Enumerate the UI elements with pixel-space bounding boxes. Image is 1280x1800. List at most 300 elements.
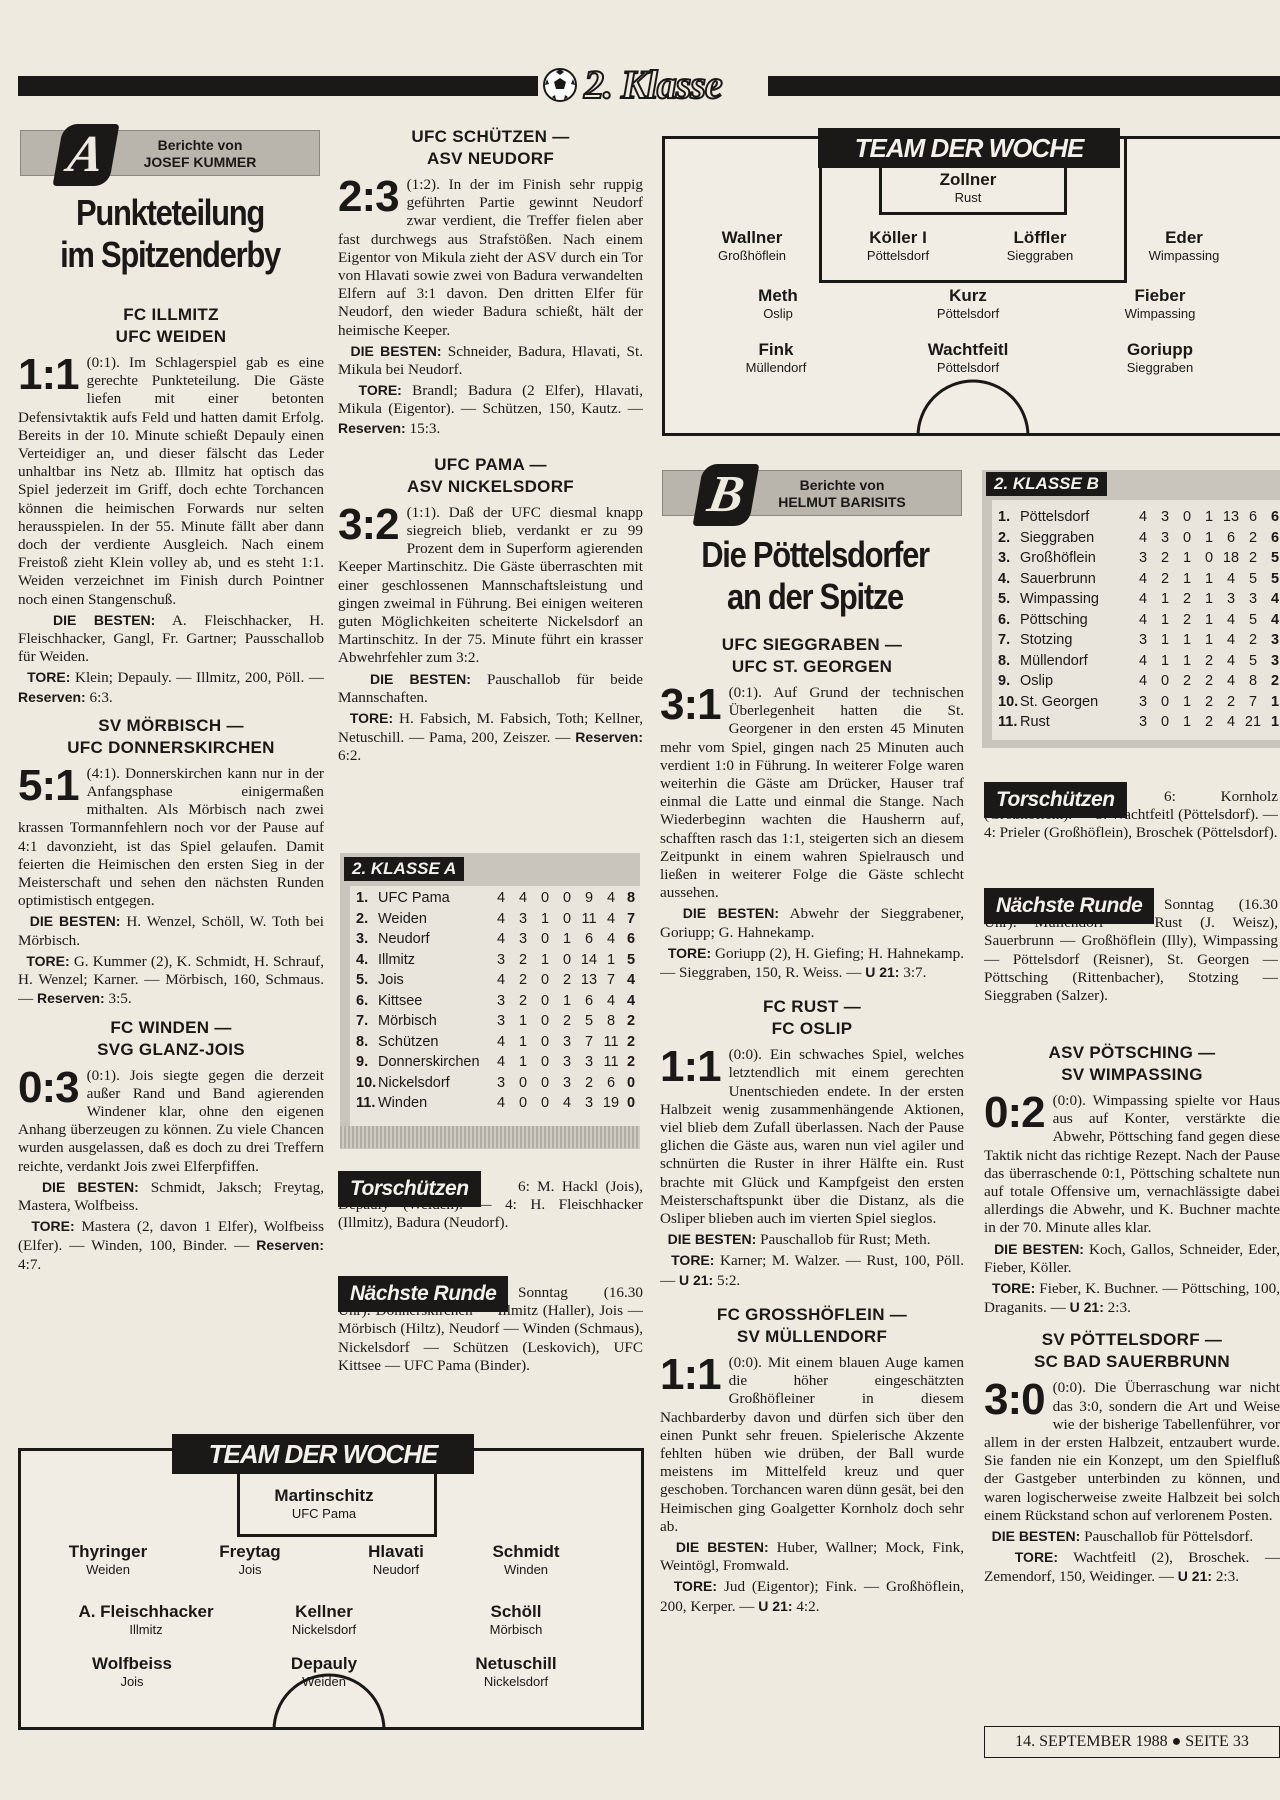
match-report: ASV PÖTSCHING — SV WIMPASSING 0:2 (0:0). Wimpassing spielte vor Haus aus auf Konter, verstärkte die Abwehr, Pöttsching fand gegen diese Taktik nicht das richtige Rezept. Nach der Pause das überraschende 0:1, Pöttsching schaltete nun auf totale Offensive um, vernachlässigte dabei allerdings die Abwehr, und K. Buchner machte in der 70. Minute alles klar. DIE BESTEN: Koch, Gallos, Schneider, Eder, Fieber, Köller. TORE: Fieber, K. Buchner. — Pöttsching, 100, Draganits. — U 21: 2:3. [984, 1043, 1280, 1317]
table-cell: 11 [603, 1033, 619, 1050]
table-cell: 4 [1270, 591, 1280, 607]
table-cell: 2 [626, 1054, 636, 1070]
player-club: Wimpassing [1148, 248, 1220, 263]
table-cell: 4 [496, 931, 506, 947]
match-report: SV MÖRBISCH — UFC DONNERSKIRCHEN 5:1 (4:1). Donnerskirchen kann nur in der Anfangsphase einigermaßen mithalten. Als Mörbisch nach zwei krassen Tormannfehlern noch vor der Pause auf 4:1 davonzieht, ist das Spiel gelaufen. Damit feierten die Heimischen den ersten Sieg in der Meisterschaft und sehen den nächsten Runden optimistisch entgegen. DIE BESTEN: H. Wenzel, Schöll, W. Toth bei Mörbisch. TORE: G. Kummer (2), K. Schmidt, H. Schrauf, H. Wenzel; Karner. — Mörbisch, 160, Schmaus. — Reserven: 3:5. [18, 715, 324, 1008]
table-cell: 11 [603, 1054, 619, 1070]
player-name: Thyringer [68, 1542, 148, 1561]
table-rank: 2. [356, 910, 369, 927]
table-rank: 5. [998, 591, 1011, 607]
table-cell: 1 [518, 1033, 528, 1050]
table-cell: 2 [518, 951, 528, 968]
table-cell: 0 [540, 890, 550, 906]
table-cell: 2 [1204, 673, 1214, 689]
team-player [431, 1654, 601, 1690]
player-club: Weiden [86, 1562, 130, 1577]
table-cell: 0 [540, 1033, 550, 1050]
table-cell: 7 [606, 972, 616, 988]
table-row [350, 950, 640, 971]
table-cell: 1 [540, 951, 550, 968]
table-cell: 2 [626, 1033, 636, 1050]
table-cell: 5 [1270, 550, 1280, 566]
table-rank: 11. [356, 1095, 376, 1111]
table-cell: 4 [1138, 529, 1148, 546]
match-report: FC RUST — FC OSLIP 1:1 (0:0). Ein schwaches Spiel, welches letztendlich mit einem gerechten Unentschieden endete. In der ersten Halbzeit wenig zusammenhängende Aktionen, viel blieb dem Zufall überlassen. Nach der Pause glichen die Gäste aus, waren nun viel agiler und schnürten die Ruster in ihrer Hälfte ein. Rust brachte mit Glück und Kampfgeist den ersten Meisterschaftspunkt über die Distanz, als die Osliper blieben auch im vierten Spiel sieglos. DIE BESTEN: Pauschallob für Rust; Meth. TORE: Karner; M. Walzer. — Rust, 100, Pöll. — U 21: 5:2. [660, 997, 964, 1289]
table-cell: 11 [581, 910, 597, 927]
team-player [693, 286, 863, 322]
table-team: Winden [378, 1095, 428, 1111]
table-cell: 0 [1204, 550, 1214, 566]
player-name: Depauly [290, 1654, 358, 1673]
table-cell: 6 [606, 1074, 616, 1091]
team-player [1075, 340, 1245, 376]
table-cell: 4 [1226, 652, 1236, 669]
naechste-runde-b-label: Nächste Runde [984, 888, 1154, 924]
player-name: Zollner [939, 170, 997, 189]
table-cell: 2 [1204, 652, 1214, 669]
table-cell: 3 [1226, 591, 1236, 607]
table-team: Pöttelsdorf [1020, 509, 1090, 525]
player-name: Martinschitz [274, 1486, 374, 1505]
table-team: St. Georgen [1020, 693, 1099, 710]
table-rank: 8. [998, 652, 1011, 669]
table-cell: 19 [602, 1095, 620, 1111]
table-cell: 1 [562, 992, 572, 1009]
table-cell: 2 [1182, 591, 1192, 607]
table-cell: 1 [562, 931, 572, 947]
table-cell: 1 [1204, 509, 1214, 525]
table-row [992, 569, 1280, 590]
table-row [350, 1032, 640, 1053]
table-cell: 5 [1248, 611, 1258, 628]
table-cell: 2 [1248, 529, 1258, 546]
player-club: Sieggraben [1126, 360, 1194, 375]
table-cell: 0 [562, 890, 572, 906]
table-cell: 0 [1160, 714, 1170, 730]
table-cell: 3 [496, 951, 506, 968]
table-cell: 3 [1160, 529, 1170, 546]
table-row [992, 692, 1280, 713]
table-cell: 3 [1138, 632, 1148, 648]
table-cell: 4 [1226, 714, 1236, 730]
player-club: Müllendorf [745, 360, 807, 375]
table-cell: 9 [584, 890, 594, 906]
table-team: Rust [1020, 714, 1050, 730]
table-team: Schützen [378, 1033, 439, 1050]
table-rank: 10. [998, 693, 1019, 710]
team-player [431, 1602, 601, 1638]
column-a1 [18, 300, 324, 1415]
table-cell: 1 [1182, 693, 1192, 710]
table-cell: 3 [496, 1074, 506, 1091]
player-club: Pöttelsdorf [936, 360, 1000, 375]
header-title: 2. Klasse [584, 62, 722, 107]
table-cell: 2 [1204, 693, 1214, 710]
team-title-b: TEAM DER WOCHE [818, 128, 1120, 168]
table-cell: 1 [1204, 591, 1214, 607]
table-cell: 0 [1160, 673, 1170, 689]
table-team: Müllendorf [1020, 652, 1088, 669]
table-cell: 4 [1226, 611, 1236, 628]
player-name: Löffler [1013, 228, 1067, 247]
table-cell: 1 [540, 910, 550, 927]
table-cell: 3 [562, 1074, 572, 1091]
table-team: Mörbisch [378, 1013, 437, 1029]
player-name: Wolfbeiss [92, 1654, 172, 1673]
table-cell: 4 [496, 890, 506, 906]
table-cell: 7 [626, 910, 636, 927]
table-cell: 0 [518, 1095, 528, 1111]
table-cell: 0 [540, 992, 550, 1009]
table-cell: 6 [626, 931, 636, 947]
table-rank: 4. [356, 951, 369, 968]
table-team: Oslip [1020, 673, 1054, 689]
table-cell: 4 [606, 890, 616, 906]
table-cell: 1 [1182, 632, 1192, 648]
table-cell: 1 [1182, 550, 1192, 566]
table-cell: 4 [1138, 570, 1148, 587]
table-cell: 1 [1182, 714, 1192, 730]
section-letter-b: B [693, 464, 760, 526]
player-name: Meth [758, 286, 798, 305]
table-cell: 5 [626, 951, 636, 968]
author-label-a: Berichte von [157, 137, 243, 153]
table-cell: 2 [1226, 693, 1236, 710]
headline-b: Die Pöttelsdorfer an der Spitze [701, 534, 929, 617]
table-row [350, 909, 640, 930]
table-cell: 4 [1138, 673, 1148, 689]
table-row [350, 1052, 640, 1073]
table-cell: 13 [1222, 509, 1240, 525]
table-cell: 0 [562, 910, 572, 927]
player-club: UFC Pama [291, 1506, 357, 1521]
table-row [992, 651, 1280, 672]
table-cell: 6 [584, 931, 594, 947]
table-cell: 1 [518, 1013, 528, 1029]
table-row [992, 507, 1280, 528]
table-team: Kittsee [378, 992, 423, 1009]
table-row [992, 630, 1280, 651]
table-team: Großhöflein [1020, 550, 1096, 566]
table-row [992, 671, 1280, 692]
team-player [165, 1542, 335, 1578]
match-report: UFC PAMA — ASV NICKELSDORF 3:2 (1:1). Daß der UFC diesmal knapp siegreich blieb, verdankt er zu 99 Prozent dem in Superform agierenden Keeper Martinschitz. Die Gäste überraschten mit einer geschlossenen Mannschaftsleistung und gingen zweimal in Führung. Bei einigen weiteren guten Möglichkeiten scheiterte Nickelsdorf an Martinschitz. In der 75. Minute führt ein krasser Abwehrfehler zum 3:2. DIE BESTEN: Pauschallob für beide Mannschaften. TORE: H. Fabsich, M. Fabsich, Toth; Kellner, Netuschill. — Pama, 200, Zeiszer. — Reserven: 6:2. [338, 454, 643, 765]
table-row [350, 888, 640, 909]
table-cell: 18 [1222, 550, 1240, 566]
table-cell: 4 [562, 1095, 572, 1111]
table-team: UFC Pama [378, 890, 450, 906]
table-cell: 3 [1138, 693, 1148, 710]
table-team: Sauerbrunn [1020, 570, 1096, 587]
table-cell: 3 [1160, 509, 1170, 525]
table-cell: 2 [1182, 611, 1192, 628]
column-b1 [660, 630, 964, 1780]
table-cell: 2 [1204, 714, 1214, 730]
team-player [691, 340, 861, 376]
table-cell: 4 [1138, 652, 1148, 669]
section-letter-a: A [53, 124, 120, 186]
player-name: Fink [758, 340, 794, 359]
player-name: Eder [1165, 228, 1203, 247]
table-rank: 4. [998, 570, 1011, 587]
table-cell: 3 [518, 931, 528, 947]
team-player [61, 1602, 231, 1638]
table-rank: 11. [998, 714, 1018, 730]
table-cell: 6 [584, 992, 594, 1009]
table-cell: 1 [1160, 632, 1170, 648]
table-row [992, 548, 1280, 569]
player-club: Jois [238, 1562, 262, 1577]
table-cell: 0 [540, 931, 550, 947]
table-cell: 4 [1138, 611, 1148, 628]
center-arc-b [913, 376, 1033, 436]
standings-b-title: 2. KLASSE B [986, 472, 1107, 496]
player-club: Großhöflein [718, 248, 786, 263]
author-name-b: HELMUT BARISITS [778, 494, 906, 510]
table-team: Donnerskirchen [378, 1054, 480, 1070]
table-cell: 0 [540, 1013, 550, 1029]
table-cell: 4 [496, 972, 506, 988]
table-cell: 4 [1226, 570, 1236, 587]
naechste-runde-a-text: Sonntag (16.30 Uhr): Donnerskirchen — Illmitz (Haller), Jois — Mörbisch (Hiltz), Neudorf — Winden (Schmaus), Nickelsdorf — Schützen (Leskovich), UFC Kittsee — UFC Pama (Binder). [338, 1284, 643, 1374]
torschuetzen-b-text: 6: Kornholz (Großhöflein). — 5: Wachtfeitl (Pöttelsdorf). — 4: Prieler (Großhöflein), Broschek (Pöttelsdorf). [984, 788, 1278, 842]
match-report: SV PÖTTELSDORF — SC BAD SAUERBRUNN 3:0 (0:0). Die Überraschung war nicht das 3:0, sondern die Art und Weise wie der bisherige Tabellenführer, vor allem in der ersten Halbzeit, entzaubert wurde. Sie fanden nie ein Konzept, um den Spielfluß der Gastgeber unterbinden zu können, und waren logischerweise zweite Halbzeit bei solch einem Rückstand schon auf verlorenem Posten. DIE BESTEN: Pauschallob für Pöttelsdorf. TORE: Wachtfeitl (2), Broschek. — Zemendorf, 150, Weidinger. — U 21: 2:3. [984, 1330, 1280, 1586]
team-player [1099, 228, 1269, 264]
player-club: Pöttelsdorf [866, 248, 930, 263]
table-cell: 2 [1160, 570, 1170, 587]
table-cell: 3 [562, 1054, 572, 1070]
table-cell: 1 [1204, 632, 1214, 648]
table-cell: 0 [1182, 529, 1192, 546]
table-cell: 2 [518, 992, 528, 1009]
table-cell: 0 [626, 1095, 636, 1111]
table-cell: 5 [1270, 570, 1280, 587]
table-cell: 4 [1138, 509, 1148, 525]
table-cell: 2 [1182, 673, 1192, 689]
column-a2 [338, 122, 643, 842]
table-cell: 1 [1204, 529, 1214, 546]
team-title-a: TEAM DER WOCHE [172, 1434, 474, 1474]
soccer-ball-icon [542, 67, 578, 103]
table-cell: 1 [1204, 570, 1214, 587]
table-cell: 3 [1138, 714, 1148, 730]
player-club: Nickelsdorf [483, 1674, 549, 1689]
table-cell: 3 [584, 1054, 594, 1070]
table-cell: 2 [1248, 550, 1258, 566]
table-cell: 4 [1226, 673, 1236, 689]
author-label-b: Berichte von [799, 477, 885, 493]
match-score: 0:3 [18, 1062, 79, 1112]
player-name: Köller I [869, 228, 927, 247]
table-cell: 6 [1270, 529, 1280, 546]
table-cell: 21 [1244, 714, 1262, 730]
team-player [883, 340, 1053, 376]
table-rank: 7. [998, 632, 1011, 648]
table-team: Sieggraben [1020, 529, 1095, 546]
table-cell: 4 [496, 1054, 506, 1070]
table-cell: 2 [562, 972, 572, 988]
table-cell: 3 [562, 1033, 572, 1050]
player-name: Wallner [721, 228, 783, 247]
table-rank: 8. [356, 1033, 369, 1050]
table-row [350, 1093, 640, 1114]
player-club: Illmitz [129, 1622, 163, 1637]
table-cell: 4 [1270, 611, 1280, 628]
table-row [350, 991, 640, 1012]
standings-table-a [350, 888, 640, 1114]
match-score: 1:1 [18, 350, 79, 399]
table-cell: 13 [580, 972, 598, 988]
table-cell: 4 [1226, 632, 1236, 648]
match-score: 1:1 [660, 1042, 721, 1092]
table-cell: 1 [1160, 652, 1170, 669]
header-rule-right [768, 76, 1280, 96]
table-cell: 2 [1248, 632, 1258, 648]
match-score: 0:2 [984, 1088, 1045, 1137]
table-rank: 5. [356, 972, 369, 988]
table-cell: 0 [540, 1074, 550, 1091]
table-cell: 4 [626, 972, 636, 988]
table-cell: 1 [1270, 714, 1280, 730]
match-report: FC ILLMITZ UFC WEIDEN 1:1 (0:1). Im Schlagerspiel gab es eine gerechte Punkteteilung. Die Gäste liefen mit einer betonten Defensivtaktik aufs Feld und hatten damit Erfolg. Bereits in der 10. Minute schießt Depauly einen Verteidiger an, und dieser fälscht das Leder unhaltbar ins Netz ab. Illmitz hat optisch das Spiel jederzeit im Griff, doch echte Torchancen können die heimischen Forwards nur selten herausspielen. In der 55. Minute fällt aber dann doch der verdiente Ausgleich. Nach einem Freistoß zieht Klein volley ab, und es steht 1:1. Weiden verzeichnet im Finish durch Pointner noch einen Stangenschuß. DIE BESTEN: A. Fleischhacker, H. Fleischhacker, Gangl, Fr. Gartner; Pausschallob für Weiden. TORE: Klein; Depauly. — Illmitz, 200, Pöll. — Reserven: 6:3. [18, 305, 324, 706]
table-cell: 4 [626, 992, 636, 1009]
torschuetzen-b-label: Torschützen [984, 782, 1127, 818]
match-score: 3:2 [338, 499, 399, 549]
table-cell: 4 [1138, 591, 1148, 607]
table-cell: 0 [1182, 509, 1192, 525]
table-rank: 7. [356, 1013, 369, 1029]
table-cell: 4 [606, 910, 616, 927]
table-cell: 4 [606, 931, 616, 947]
table-cell: 0 [540, 972, 550, 988]
team-player [883, 170, 1053, 206]
player-club: Nickelsdorf [291, 1622, 357, 1637]
player-club: Sieggraben [1006, 248, 1074, 263]
player-name: Kurz [949, 286, 987, 305]
table-rank: 3. [998, 550, 1011, 566]
naechste-runde-a-label: Nächste Runde [338, 1276, 508, 1312]
column-b2 [984, 1032, 1280, 1692]
table-cell: 1 [1160, 591, 1170, 607]
headline-a: Punkteteilung im Spitzenderby [60, 192, 280, 275]
match-report: UFC SIEGGRABEN — UFC ST. GEORGEN 3:1 (0:1). Auf Grund der technischen Überlegenheit hatten die St. Georgener in den ersten 45 Minuten mehr vom Spiel, gingen nach 25 Minuten auch verdient 1:0 in Führung. In weiterer Folge waren weiterhin die Gäste am Drücker, Hauser traf einmal die Latte und einmal die Stange. Nach Wiederbeginn wachten die Hausherrn auf, schafften rasch das 1:1, steigerten sich an diesem Zeitpunkt in einem wahren Spielrausch und ließen in weiterer Folge die Gäste schlecht aussehen. DIE BESTEN: Abwehr der Sieggrabener, Goriupp; G. Hahnekamp. TORE: Goriupp (2), H. Giefing; H. Hahnekamp. — Sieggraben, 150, R. Weiss. — U 21: 3:7. [660, 635, 964, 982]
table-team: Illmitz [378, 951, 416, 968]
player-name: Kellner [295, 1602, 353, 1621]
team-player [239, 1654, 409, 1690]
table-row [992, 610, 1280, 631]
table-cell: 0 [562, 951, 572, 968]
table-cell: 3 [496, 1013, 506, 1029]
header-title-wrap [538, 62, 768, 108]
standings-a-title: 2. KLASSE A [344, 857, 464, 881]
table-cell: 1 [1182, 570, 1192, 587]
table-rank: 3. [356, 931, 369, 947]
table-team: Weiden [378, 910, 427, 927]
table-rank: 9. [356, 1054, 369, 1070]
table-cell: 2 [584, 1074, 594, 1091]
table-cell: 0 [518, 1074, 528, 1091]
table-cell: 7 [1248, 693, 1258, 710]
table-cell: 6 [1248, 509, 1258, 525]
table-cell: 3 [496, 992, 506, 1009]
player-club: Weiden [302, 1674, 346, 1689]
table-rank: 10. [356, 1074, 377, 1091]
table-rank: 2. [998, 529, 1011, 546]
standings-a-footer [340, 1126, 640, 1148]
table-cell: 5 [1248, 570, 1258, 587]
table-cell: 3 [1248, 591, 1258, 607]
team-player [667, 228, 837, 264]
naechste-runde-b-text: Sonntag (16.30 Uhr): Müllendorf — Rust (J. Weisz), Sauerbrunn — Großhöflein (Illy), Wimpassing — Pöttelsdorf (Reisner), St. Georgen — Pöttsching (Rittenbacher), Stotzing — Sieggraben (Salzer). [984, 896, 1278, 1005]
table-cell: 2 [626, 1013, 636, 1029]
table-team: Nickelsdorf [378, 1074, 450, 1091]
table-cell: 1 [1204, 611, 1214, 628]
table-cell: 8 [606, 1013, 616, 1029]
player-name: Freytag [219, 1542, 281, 1561]
table-cell: 0 [626, 1074, 636, 1091]
table-cell: 1 [1160, 611, 1170, 628]
player-club: Oslip [763, 306, 793, 321]
torschuetzen-a-label: Torschützen [338, 1171, 481, 1207]
table-rank: 9. [998, 673, 1011, 689]
table-row [992, 589, 1280, 610]
table-cell: 3 [518, 910, 528, 927]
table-cell: 3 [1270, 632, 1280, 648]
table-cell: 2 [1270, 673, 1280, 689]
table-row [350, 1073, 640, 1094]
table-cell: 1 [1182, 652, 1192, 669]
player-club: Neudorf [372, 1562, 420, 1577]
table-team: Jois [378, 972, 404, 988]
team-player [1075, 286, 1245, 322]
table-cell: 3 [1138, 550, 1148, 566]
table-cell: 4 [518, 890, 528, 906]
table-row [350, 929, 640, 950]
table-cell: 4 [606, 992, 616, 1009]
player-name: Schmidt [492, 1542, 560, 1561]
table-cell: 1 [1270, 693, 1280, 710]
table-cell: 3 [1270, 652, 1280, 669]
player-name: Schöll [490, 1602, 542, 1621]
team-player [239, 1602, 409, 1638]
table-team: Wimpassing [1020, 591, 1099, 607]
player-name: Netuschill [475, 1654, 557, 1673]
player-club: Wimpassing [1124, 306, 1196, 321]
table-cell: 2 [562, 1013, 572, 1029]
table-cell: 8 [626, 890, 636, 906]
player-club: Mörbisch [489, 1622, 543, 1637]
table-cell: 7 [584, 1033, 594, 1050]
table-cell: 2 [1160, 550, 1170, 566]
table-cell: 4 [496, 1033, 506, 1050]
table-cell: 5 [584, 1013, 594, 1029]
team-player [441, 1542, 611, 1578]
table-rank: 6. [998, 611, 1011, 628]
match-score: 3:1 [660, 680, 721, 729]
table-cell: 5 [1248, 652, 1258, 669]
table-cell: 6 [1226, 529, 1236, 546]
player-club: Winden [503, 1562, 549, 1577]
table-rank: 6. [356, 992, 369, 1009]
team-player [47, 1654, 217, 1690]
table-cell: 6 [1270, 509, 1280, 525]
page-footer: 14. SEPTEMBER 1988 ● SEITE 33 [984, 1726, 1280, 1758]
table-row [992, 712, 1280, 733]
table-row [350, 970, 640, 991]
table-cell: 4 [496, 910, 506, 927]
table-team: Neudorf [378, 931, 430, 947]
player-club: Jois [120, 1674, 144, 1689]
